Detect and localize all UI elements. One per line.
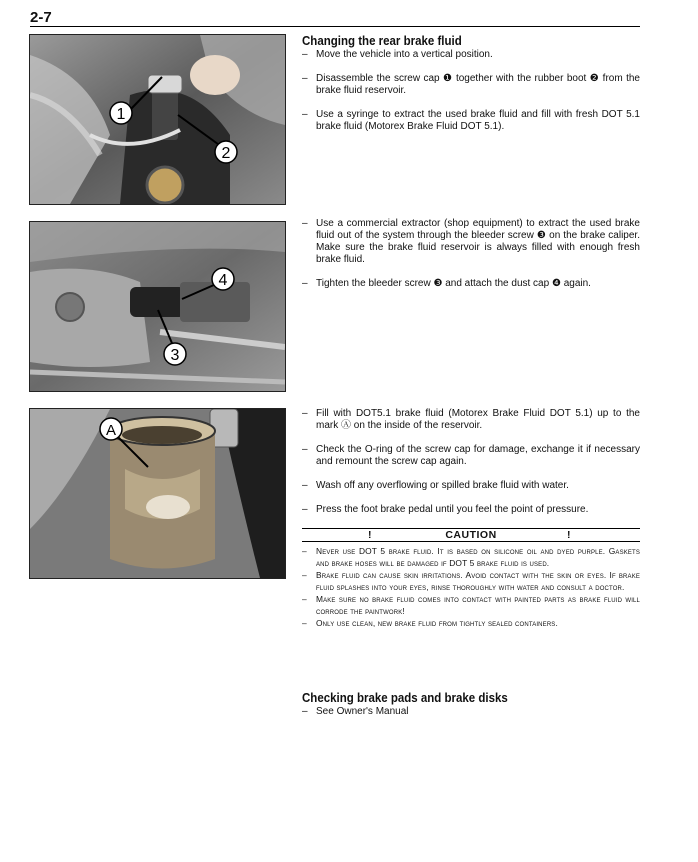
caution-list: [302, 545, 640, 629]
page-number: 2-7: [30, 9, 52, 26]
section-heading: Changing the rear brake fluid: [302, 34, 462, 48]
section-extract-fluid: [302, 218, 640, 302]
list-item: – Use a commercial extractor (shop equipment) to extract the used brake fluid out of the system through the bleeder screw ❸ on the brake caliper. Make sure the brake fluid reservoir is always filled with enough fresh brake fluid.: [302, 218, 640, 266]
section-checking-brake-pads: [302, 691, 640, 730]
header-rule: [30, 26, 640, 27]
callout-4: 4: [218, 272, 228, 289]
caution-item: – Make sure no brake fluid comes into contact with painted parts as brake fluid will corrode the paintwork!: [302, 593, 640, 617]
caution-label: CAUTION: [445, 529, 497, 541]
section-heading: Checking brake pads and brake disks: [302, 691, 508, 705]
caution-item: – Never use DOT 5 brake fluid. It is based on silicone oil and dyed purple. Gaskets and brake hoses will be damaged if DOT 5 brake fluid is used.: [302, 545, 640, 569]
callout-1: 1: [116, 106, 126, 123]
photo-bleeder-screw: [29, 221, 286, 392]
list-item: – See Owner's Manual: [302, 706, 640, 718]
photo-reservoir-cap: [29, 34, 286, 205]
list-item: – Disassemble the screw cap ❶ together with the rubber boot ❷ from the brake fluid reservoir.: [302, 73, 640, 97]
list-item: – Press the foot brake pedal until you feel the point of pressure.: [302, 504, 640, 516]
list-item: – Move the vehicle into a vertical position.: [302, 49, 640, 61]
caution-item: – Brake fluid can cause skin irritations. Avoid contact with the skin or eyes. If brake fluid splashes into your eyes, rinse thoroughly with water and consult a doctor.: [302, 569, 640, 593]
caution-box: [302, 528, 640, 629]
caution-title: [302, 528, 640, 542]
list-item: – Wash off any overflowing or spilled brake fluid with water.: [302, 480, 640, 492]
callout-3: 3: [170, 347, 180, 364]
callout-2: 2: [221, 145, 231, 162]
list-item: – Check the O-ring of the screw cap for damage, exchange it if necessary and remount the screw cap again.: [302, 444, 640, 468]
callout-a: A: [105, 422, 117, 439]
caution-mark-right: !: [567, 529, 571, 541]
section-fill-fluid: [302, 408, 640, 528]
photo-reservoir-mark: [29, 408, 286, 579]
list-item: – Tighten the bleeder screw ❸ and attach the dust cap ❹ again.: [302, 278, 640, 290]
caution-item: – Only use clean, new brake fluid from tightly sealed containers.: [302, 617, 640, 629]
list-item: – Use a syringe to extract the used brake fluid and fill with fresh DOT 5.1 brake fluid (Motorex Brake Fluid DOT 5.1).: [302, 109, 640, 133]
section-changing-rear-brake-fluid: [302, 34, 640, 145]
list-item: – Fill with DOT5.1 brake fluid (Motorex Brake Fluid DOT 5.1) up to the mark Ⓐ on the inside of the reservoir.: [302, 408, 640, 432]
caution-mark-left: !: [368, 529, 372, 541]
